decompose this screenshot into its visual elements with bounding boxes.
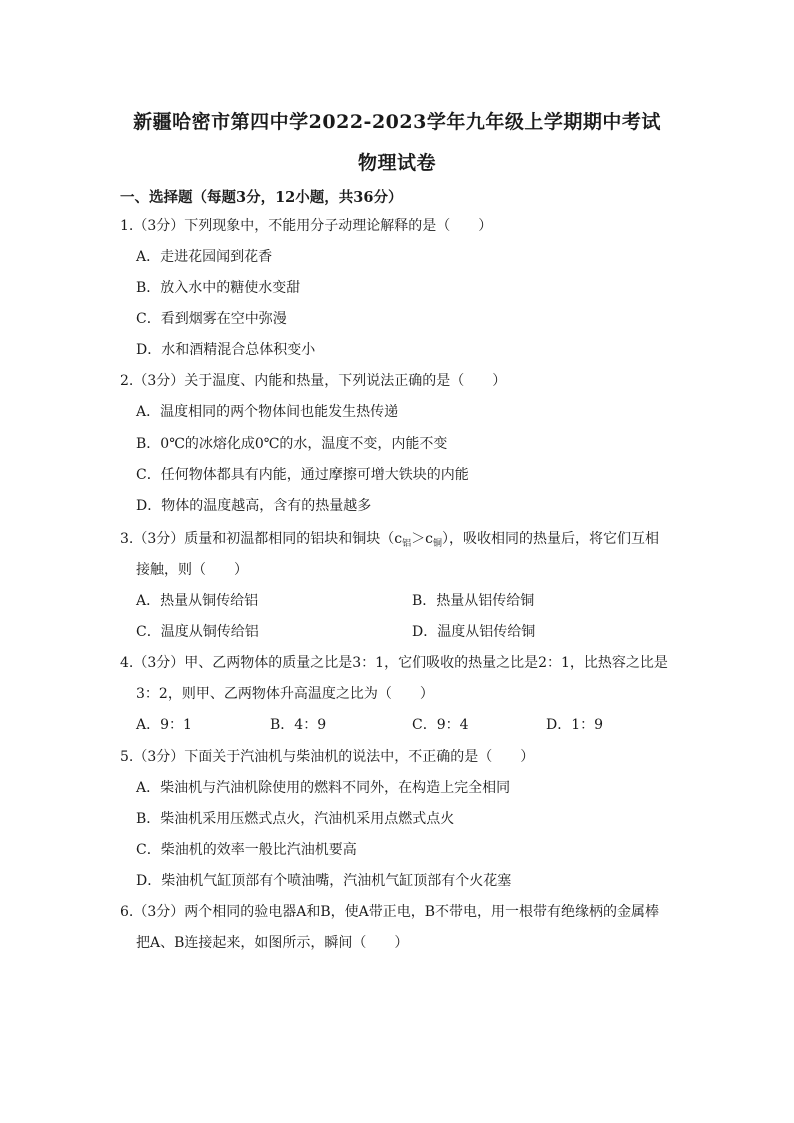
question-2-option-a: A．温度相同的两个物体间也能发生热传递 — [136, 404, 399, 420]
question-2-stem: 2.（3分）关于温度、内能和热量，下列说法正确的是（ ） — [120, 373, 507, 389]
question-1-option-a: A．走进花园闻到花香 — [136, 249, 273, 265]
question-5-option-c: C．柴油机的效率一般比汽油机要高 — [136, 842, 357, 858]
question-6-stem-line2: 把A、B连接起来，如图所示，瞬间（ ） — [136, 935, 409, 951]
question-2-option-c: C．任何物体都具有内能，通过摩擦可增大铁块的内能 — [136, 467, 469, 483]
exam-subtitle: 物理试卷 — [357, 152, 436, 174]
question-1-option-b: B．放入水中的糖使水变甜 — [136, 280, 301, 296]
question-5-stem: 5.（3分）下面关于汽油机与柴油机的说法中，不正确的是（ ） — [120, 749, 535, 765]
question-5-option-a: A．柴油机与汽油机除使用的燃料不同外，在构造上完全相同 — [136, 780, 511, 796]
question-3-stem-part1: 3.（3分）质量和初温都相同的铝块和铜块（c — [120, 531, 403, 547]
question-4-stem-line2: 3：2，则甲、乙两物体升高温度之比为（ ） — [136, 686, 434, 702]
question-5-option-d: D．柴油机气缸顶部有个喷油嘴，汽油机气缸顶部有个火花塞 — [136, 873, 512, 889]
question-3-stem-line2: 接触，则（ ） — [136, 562, 248, 578]
question-4-option-b: B．4：9 — [270, 717, 327, 733]
question-2-option-b: B．0℃的冰熔化成0℃的水，温度不变，内能不变 — [136, 436, 448, 452]
question-3-option-c: C．温度从铜传给铝 — [136, 624, 259, 640]
question-1-option-c: C．看到烟雾在空中弥漫 — [136, 311, 287, 327]
exam-title: 新疆哈密市第四中学2022-2023学年九年级上学期期中考试 — [133, 111, 661, 133]
question-3-option-a: A．热量从铜传给铝 — [136, 593, 259, 609]
question-1-option-d: D．水和酒精混合总体积变小 — [136, 342, 316, 358]
question-4-option-a: A．9：1 — [136, 717, 192, 733]
section-heading: 一、选择题（每题3分，12小题，共36分） — [120, 189, 403, 206]
question-3-stem-mid: ＞c — [411, 531, 433, 547]
question-1-stem: 1.（3分）下列现象中，不能用分子动理论解释的是（ ） — [120, 218, 493, 234]
question-4-stem-line1: 4.（3分）甲、乙两物体的质量之比是3：1，它们吸收的热量之比是2：1，比热容之比是 — [120, 655, 668, 671]
subscript-copper: 铜 — [432, 539, 442, 549]
question-6-stem-line1: 6.（3分）两个相同的验电器A和B，使A带正电，B不带电，用一根带有绝缘柄的金属棒 — [120, 904, 660, 920]
question-5-option-b: B．柴油机采用压燃式点火，汽油机采用点燃式点火 — [136, 811, 455, 827]
question-3-stem-part2: ），吸收相同的热量后，将它们互相 — [441, 531, 659, 547]
question-4-option-d: D．1：9 — [546, 717, 604, 733]
subscript-aluminum: 铝 — [402, 539, 412, 549]
question-3-stem — [120, 529, 659, 554]
question-2-option-d: D．物体的温度越高，含有的热量越多 — [136, 498, 372, 514]
question-4-option-c: C．9：4 — [412, 717, 469, 733]
question-3-option-d: D．温度从铝传给铜 — [412, 624, 536, 640]
question-3-option-b: B．热量从铝传给铜 — [412, 593, 535, 609]
